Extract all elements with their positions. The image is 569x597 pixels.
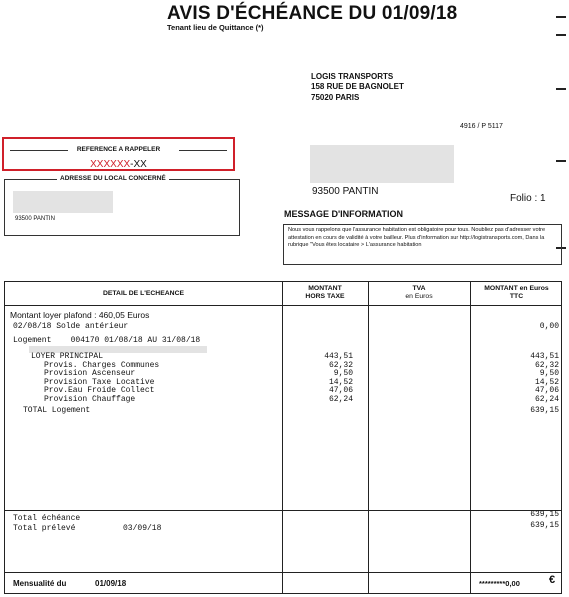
due-table [4,281,562,594]
solde-label: 02/08/18 Solde antérieur [13,322,129,331]
charge-line-ttc: 14,52 [534,377,559,387]
reference-box [2,137,235,171]
sender-name: LOGIS TRANSPORTS [311,72,394,81]
page-title: AVIS D'ÉCHÉANCE DU 01/09/18 [167,3,458,24]
folio: Folio : 1 [510,193,546,204]
sender-street: 158 RUE DE BAGNOLET [311,82,404,91]
divider [5,572,561,573]
reference-value [4,159,233,170]
header-tva [368,285,470,301]
message-title: MESSAGE D'INFORMATION [284,209,403,219]
charge-line-label: Provision Chauffage [44,395,136,404]
divider [470,282,471,593]
header-ttc [470,285,563,301]
reference-label: REFERENCE A RAPPELER [76,146,161,153]
reference-code: 4916 / P 5117 [460,123,503,130]
charge-line-ht: 62,24 [328,395,353,404]
header-ht-line1: MONTANT [308,285,342,292]
divider [5,305,561,306]
charge-line-label: Provision Taxe Locative [44,377,155,387]
charge-line-label: Prov.Eau Froide Collect [44,386,155,396]
total-echeance-label: Total échéance [13,514,81,523]
charge-line-label: Provis. Charges Communes [44,360,160,370]
reference-value-red: XXXXXX [90,159,131,170]
solde-ttc: 0,00 [539,322,559,331]
mensualite-value: *********0,00 [479,579,520,588]
charge-line-ttc: 47,06 [534,386,559,396]
charge-line-ht: 443,51 [324,352,353,361]
total-preleve-date: 03/09/18 [123,524,162,533]
euro-icon: € [549,574,556,586]
charge-line-ttc: 62,24 [534,395,559,404]
charge-line-label: LOYER PRINCIPAL [31,352,104,361]
local-address-city: 93500 PANTIN [15,216,55,222]
header-ttc-line2: TTC [509,293,524,300]
header-tva-line2: en Euros [405,293,433,300]
mensualite-label: Mensualité du [13,579,67,588]
total-logement-ttc: 639,15 [530,406,559,415]
charge-line-label: Provision Ascenseur [44,369,136,379]
total-preleve-label: Total prélevé [13,524,76,533]
margin-mark [556,160,566,162]
charge-line-ttc: 62,32 [534,360,559,370]
mensualite-date: 01/09/18 [95,579,127,588]
logement-line: Logement 004170 01/08/18 AU 31/08/18 [13,336,201,345]
header-ht [282,285,368,301]
reference-value-suffix: -XX [130,159,147,170]
charge-line-ht: 14,52 [328,377,353,387]
recipient-city: 93500 PANTIN [312,186,379,197]
message-text: Nous vous rappelons que l'assurance habitation est obligatoire pour tous. Noubliez pas d'adresser votre attestation en cours de validité à votre bailleur. Plus d'information sur http://logistransports.com, Dans la rubrique "Vous êtes locataire > L'assurance habitation [283,224,562,265]
redacted-address [13,191,113,213]
total-echeance-ttc: 639,15 [530,510,559,519]
page-subtitle: Tenant lieu de Quittance (*) [167,23,264,32]
divider [282,282,283,593]
charge-line-ttc: 443,51 [530,352,559,361]
header-detail: DETAIL DE L'ECHEANCE [102,290,185,297]
header-ttc-line1: MONTANT en Euros [484,285,549,292]
charge-line-ttc: 9,50 [539,369,559,379]
margin-mark [556,16,566,18]
margin-mark [556,34,566,36]
header-tva-line1: TVA [412,285,426,292]
header-ht-line2: HORS TAXE [305,293,345,300]
local-address-box [4,175,240,236]
plafond-line: Montant loyer plafond : 460,05 Euros [10,310,150,320]
sender-city: 75020 PARIS [311,93,360,102]
local-address-label: ADRESSE DU LOCAL CONCERNÉ [57,175,169,182]
charge-line-ht: 9,50 [333,369,353,379]
charge-line-ht: 62,32 [328,360,353,370]
divider [368,282,369,593]
total-preleve-ttc: 639,15 [530,521,559,530]
margin-mark [556,88,566,90]
redacted-recipient [310,145,454,183]
total-logement-label: TOTAL Logement [23,406,91,415]
charge-line-ht: 47,06 [328,386,353,396]
